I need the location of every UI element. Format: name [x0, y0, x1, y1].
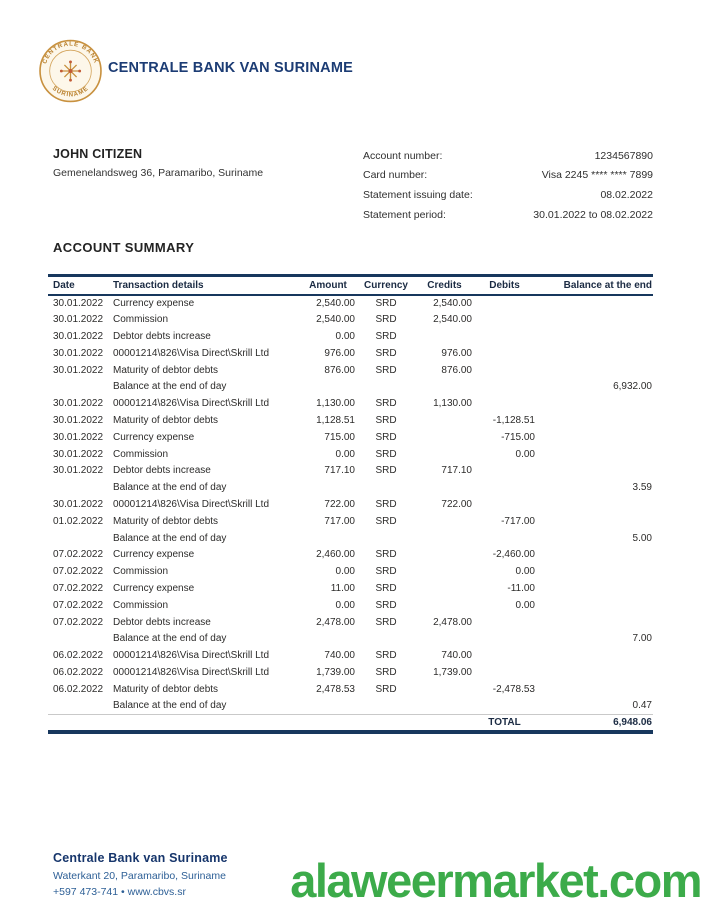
- cell-date: [48, 479, 110, 496]
- cell-currency: SRD: [375, 666, 397, 678]
- cell-amount: 722.00: [324, 498, 355, 510]
- cell-details: Commission: [113, 566, 169, 578]
- cell-credits: 2,540.00: [433, 314, 472, 326]
- cell-debits: [473, 395, 536, 412]
- card-number-value: Visa 2245 **** **** 7899: [541, 169, 653, 182]
- transaction-row: [48, 614, 653, 631]
- cell-amount: 1,128.51: [316, 414, 355, 426]
- transaction-row: [48, 496, 653, 513]
- statement-table: [48, 274, 653, 734]
- transaction-row: [48, 462, 653, 479]
- cell-currency: SRD: [375, 515, 397, 527]
- column-header-credits: Credits: [416, 276, 473, 295]
- cell-details: Maturity of debtor debts: [113, 414, 219, 426]
- cell-currency: SRD: [375, 650, 397, 662]
- cell-details: Commission: [113, 599, 169, 611]
- cell-amount: 11.00: [330, 582, 355, 594]
- account-number-label: Account number:: [363, 149, 443, 162]
- table-header: [48, 276, 653, 295]
- cell-balance: [536, 496, 653, 513]
- cell-debits: [473, 530, 536, 547]
- cell-debits: -2,460.00: [492, 549, 535, 561]
- cell-debits: 0.00: [515, 566, 535, 578]
- cell-currency: SRD: [375, 314, 397, 326]
- transaction-row: [48, 563, 653, 580]
- column-header-amount: Amount: [300, 276, 356, 295]
- cell-credits: 722.00: [441, 498, 472, 510]
- transaction-row: [48, 479, 653, 496]
- table-body: [48, 295, 653, 715]
- cell-amount: 0.00: [335, 566, 355, 578]
- cell-details: Commission: [113, 314, 169, 326]
- cell-amount: [300, 479, 356, 496]
- account-number-value: 1234567890: [594, 149, 653, 162]
- account-info: [363, 146, 653, 224]
- cell-currency: [356, 530, 416, 547]
- cell-credits: [416, 546, 473, 563]
- transaction-row: [48, 530, 653, 547]
- cell-balance: [536, 362, 653, 379]
- cell-details: 00001214\826\Visa Direct\Skrill Ltd: [113, 347, 270, 359]
- transaction-row: [48, 328, 653, 345]
- cell-date: 30.01.2022: [53, 398, 104, 410]
- cell-amount: 2,478.53: [316, 683, 355, 695]
- cell-balance: [536, 664, 653, 681]
- cell-details: Balance at the end of day: [113, 482, 227, 494]
- cell-credits: 976.00: [441, 347, 472, 359]
- cell-date: 07.02.2022: [53, 599, 104, 611]
- cell-details: 00001214\826\Visa Direct\Skrill Ltd: [113, 650, 270, 662]
- cell-debits: [473, 698, 536, 715]
- cell-debits: -2,478.53: [492, 683, 535, 695]
- cell-credits: 2,540.00: [433, 297, 472, 309]
- cell-details: Debtor debts increase: [113, 465, 211, 477]
- bank-title: CENTRALE BANK VAN SURINAME: [108, 60, 353, 76]
- cell-date: 30.01.2022: [53, 414, 104, 426]
- cell-amount: 976.00: [324, 347, 355, 359]
- transaction-row: [48, 345, 653, 362]
- cell-balance: [536, 462, 653, 479]
- cell-balance: [536, 429, 653, 446]
- cell-date: 30.01.2022: [53, 448, 104, 460]
- cell-debits: [473, 479, 536, 496]
- cell-date: [48, 378, 110, 395]
- cell-currency: SRD: [375, 566, 397, 578]
- total-row: [48, 714, 653, 732]
- transaction-row: [48, 513, 653, 530]
- cell-details: Balance at the end of day: [113, 532, 227, 544]
- cell-debits: 0.00: [515, 448, 535, 460]
- customer-block: [53, 147, 263, 179]
- cell-credits: 1,739.00: [433, 666, 472, 678]
- cell-date: 30.01.2022: [53, 297, 104, 309]
- cell-credits: [416, 681, 473, 698]
- cell-debits: [473, 345, 536, 362]
- cell-balance: [536, 647, 653, 664]
- cell-amount: [300, 378, 356, 395]
- cell-currency: SRD: [375, 414, 397, 426]
- transaction-row: [48, 395, 653, 412]
- cell-details: Currency expense: [113, 549, 195, 561]
- cell-details: Maturity of debtor debts: [113, 683, 219, 695]
- cell-date: 06.02.2022: [53, 650, 104, 662]
- cell-credits: [416, 412, 473, 429]
- table-footer: [48, 714, 653, 732]
- cell-amount: [300, 698, 356, 715]
- cell-details: Maturity of debtor debts: [113, 515, 219, 527]
- cell-currency: SRD: [375, 448, 397, 460]
- cell-date: 30.01.2022: [53, 347, 104, 359]
- statement-period-label: Statement period:: [363, 208, 446, 221]
- cell-currency: SRD: [375, 347, 397, 359]
- cell-credits: [416, 698, 473, 715]
- cell-balance: 3.59: [632, 482, 652, 494]
- cell-balance: 0.47: [632, 700, 652, 712]
- cell-debits: [473, 328, 536, 345]
- cell-balance: [536, 614, 653, 631]
- transaction-row: [48, 597, 653, 614]
- cell-date: 06.02.2022: [53, 666, 104, 678]
- cell-date: 30.01.2022: [53, 364, 104, 376]
- cell-credits: [416, 513, 473, 530]
- cell-credits: [416, 530, 473, 547]
- cell-balance: [536, 563, 653, 580]
- cell-currency: SRD: [375, 398, 397, 410]
- card-number-row: [363, 166, 653, 186]
- cell-balance: [536, 311, 653, 328]
- total-spacer: [48, 714, 473, 732]
- transaction-row: [48, 546, 653, 563]
- cell-amount: 0.00: [335, 330, 355, 342]
- cell-details: Balance at the end of day: [113, 700, 227, 712]
- watermark-text: alaweermarket.com: [290, 854, 701, 907]
- cell-details: 00001214\826\Visa Direct\Skrill Ltd: [113, 398, 270, 410]
- cell-details: 00001214\826\Visa Direct\Skrill Ltd: [113, 666, 270, 678]
- cell-currency: SRD: [375, 582, 397, 594]
- total-value: 6,948.06: [536, 714, 653, 732]
- cell-date: 30.01.2022: [53, 431, 104, 443]
- cell-amount: 2,478.00: [316, 616, 355, 628]
- cell-amount: 740.00: [324, 650, 355, 662]
- column-header-debits: Debits: [473, 276, 536, 295]
- cell-debits: [473, 462, 536, 479]
- cell-credits: [416, 580, 473, 597]
- cell-debits: -1,128.51: [492, 414, 535, 426]
- column-header-date: Date: [48, 276, 110, 295]
- footer: [53, 851, 228, 898]
- transaction-row: [48, 446, 653, 463]
- cell-debits: [473, 496, 536, 513]
- cell-balance: [536, 580, 653, 597]
- cell-debits: [473, 614, 536, 631]
- cell-amount: 876.00: [324, 364, 355, 376]
- footer-address: Waterkant 20, Paramaribo, Suriname: [53, 870, 226, 882]
- transaction-row: [48, 698, 653, 715]
- cell-currency: SRD: [375, 297, 397, 309]
- cell-credits: [416, 597, 473, 614]
- cell-balance: [536, 328, 653, 345]
- cell-balance: [536, 446, 653, 463]
- cell-details: Currency expense: [113, 582, 195, 594]
- cell-currency: [356, 479, 416, 496]
- cell-credits: 876.00: [441, 364, 472, 376]
- cell-balance: 6,932.00: [613, 381, 652, 393]
- cell-date: 07.02.2022: [53, 566, 104, 578]
- cell-credits: [416, 563, 473, 580]
- statement-period-row: [363, 205, 653, 225]
- footer-contact: +597 473-741 • www.cbvs.sr: [53, 886, 186, 898]
- cell-debits: [473, 664, 536, 681]
- cell-balance: [536, 345, 653, 362]
- cell-details: Currency expense: [113, 431, 195, 443]
- cell-balance: [536, 395, 653, 412]
- cell-date: 07.02.2022: [53, 616, 104, 628]
- cell-amount: 717.10: [324, 465, 355, 477]
- cell-amount: 1,739.00: [316, 666, 355, 678]
- cell-details: Balance at the end of day: [113, 381, 227, 393]
- account-number-row: [363, 146, 653, 166]
- cell-balance: 5.00: [632, 532, 652, 544]
- cell-date: 30.01.2022: [53, 498, 104, 510]
- transaction-row: [48, 630, 653, 647]
- cell-date: 06.02.2022: [53, 683, 104, 695]
- cell-currency: SRD: [375, 330, 397, 342]
- cell-credits: [416, 328, 473, 345]
- statement-issuing-date-row: [363, 185, 653, 205]
- cell-details: Maturity of debtor debts: [113, 364, 219, 376]
- cell-date: 30.01.2022: [53, 330, 104, 342]
- cell-balance: [536, 546, 653, 563]
- cell-debits: -717.00: [501, 515, 535, 527]
- cell-credits: [416, 446, 473, 463]
- cell-amount: 2,540.00: [316, 314, 355, 326]
- customer-address: Gemenelandsweg 36, Paramaribo, Suriname: [53, 167, 264, 179]
- cell-credits: 717.10: [441, 465, 472, 477]
- cell-currency: [356, 630, 416, 647]
- cell-date: 30.01.2022: [53, 314, 104, 326]
- cell-amount: 2,540.00: [316, 297, 355, 309]
- statement-issuing-date-label: Statement issuing date:: [363, 188, 473, 201]
- cell-balance: [536, 295, 653, 312]
- cell-currency: SRD: [375, 465, 397, 477]
- cell-details: 00001214\826\Visa Direct\Skrill Ltd: [113, 498, 270, 510]
- cell-amount: 715.00: [324, 431, 355, 443]
- column-header-details: Transaction details: [110, 276, 300, 295]
- transaction-row: [48, 295, 653, 312]
- cell-credits: [416, 479, 473, 496]
- total-label: TOTAL: [473, 714, 536, 732]
- cell-currency: SRD: [375, 498, 397, 510]
- cell-credits: 740.00: [441, 650, 472, 662]
- cell-credits: [416, 630, 473, 647]
- customer-name: JOHN CITIZEN: [53, 147, 143, 161]
- cell-date: [48, 530, 110, 547]
- cell-currency: [356, 698, 416, 715]
- column-header-balance: Balance at the end: [536, 276, 653, 295]
- cell-amount: 1,130.00: [316, 398, 355, 410]
- cell-debits: [473, 378, 536, 395]
- transaction-row: [48, 647, 653, 664]
- transaction-row: [48, 412, 653, 429]
- transaction-row: [48, 429, 653, 446]
- cell-debits: 0.00: [515, 599, 535, 611]
- cell-balance: [536, 513, 653, 530]
- transaction-row: [48, 378, 653, 395]
- cell-debits: -715.00: [501, 431, 535, 443]
- cell-details: Debtor debts increase: [113, 330, 211, 342]
- transaction-row: [48, 681, 653, 698]
- cell-currency: SRD: [375, 549, 397, 561]
- cell-currency: SRD: [375, 683, 397, 695]
- cell-details: Currency expense: [113, 297, 195, 309]
- cell-debits: [473, 630, 536, 647]
- seal-top-text: CENTRALE BANK: [41, 40, 100, 65]
- cell-amount: [300, 630, 356, 647]
- cell-amount: 717.00: [324, 515, 355, 527]
- cell-balance: 7.00: [632, 633, 652, 645]
- column-header-currency: Currency: [356, 276, 416, 295]
- cell-credits: [416, 429, 473, 446]
- statement-issuing-date-value: 08.02.2022: [600, 188, 653, 201]
- cell-amount: [300, 530, 356, 547]
- cell-amount: 0.00: [335, 599, 355, 611]
- cell-balance: [536, 412, 653, 429]
- cell-credits: 2,478.00: [433, 616, 472, 628]
- cell-date: [48, 698, 110, 715]
- cell-balance: [536, 597, 653, 614]
- transaction-row: [48, 580, 653, 597]
- cell-credits: 1,130.00: [433, 398, 472, 410]
- seal-bottom-text: SURINAME: [50, 84, 91, 99]
- bank-seal-icon: [38, 38, 103, 104]
- cell-date: 01.02.2022: [53, 515, 104, 527]
- cell-debits: [473, 647, 536, 664]
- footer-bank-name: Centrale Bank van Suriname: [53, 851, 228, 865]
- account-summary-title: ACCOUNT SUMMARY: [53, 240, 195, 255]
- cell-currency: [356, 378, 416, 395]
- cell-currency: SRD: [375, 599, 397, 611]
- cell-details: Balance at the end of day: [113, 633, 227, 645]
- cell-details: Debtor debts increase: [113, 616, 211, 628]
- cell-date: 07.02.2022: [53, 549, 104, 561]
- cell-debits: [473, 295, 536, 312]
- cell-currency: SRD: [375, 364, 397, 376]
- cell-currency: SRD: [375, 616, 397, 628]
- cell-date: 07.02.2022: [53, 582, 104, 594]
- statement-period-value: 30.01.2022 to 08.02.2022: [533, 208, 653, 221]
- transactions-table: [48, 274, 653, 734]
- cell-currency: SRD: [375, 431, 397, 443]
- transaction-row: [48, 311, 653, 328]
- cell-credits: [416, 378, 473, 395]
- cell-amount: 0.00: [335, 448, 355, 460]
- cell-debits: [473, 311, 536, 328]
- cell-balance: [536, 681, 653, 698]
- cell-date: [48, 630, 110, 647]
- cell-debits: [473, 362, 536, 379]
- bank-seal-svg: [38, 38, 103, 104]
- transaction-row: [48, 362, 653, 379]
- cell-date: 30.01.2022: [53, 465, 104, 477]
- cell-debits: -11.00: [507, 582, 535, 594]
- cell-details: Commission: [113, 448, 169, 460]
- transaction-row: [48, 664, 653, 681]
- cell-amount: 2,460.00: [316, 549, 355, 561]
- card-number-label: Card number:: [363, 169, 428, 182]
